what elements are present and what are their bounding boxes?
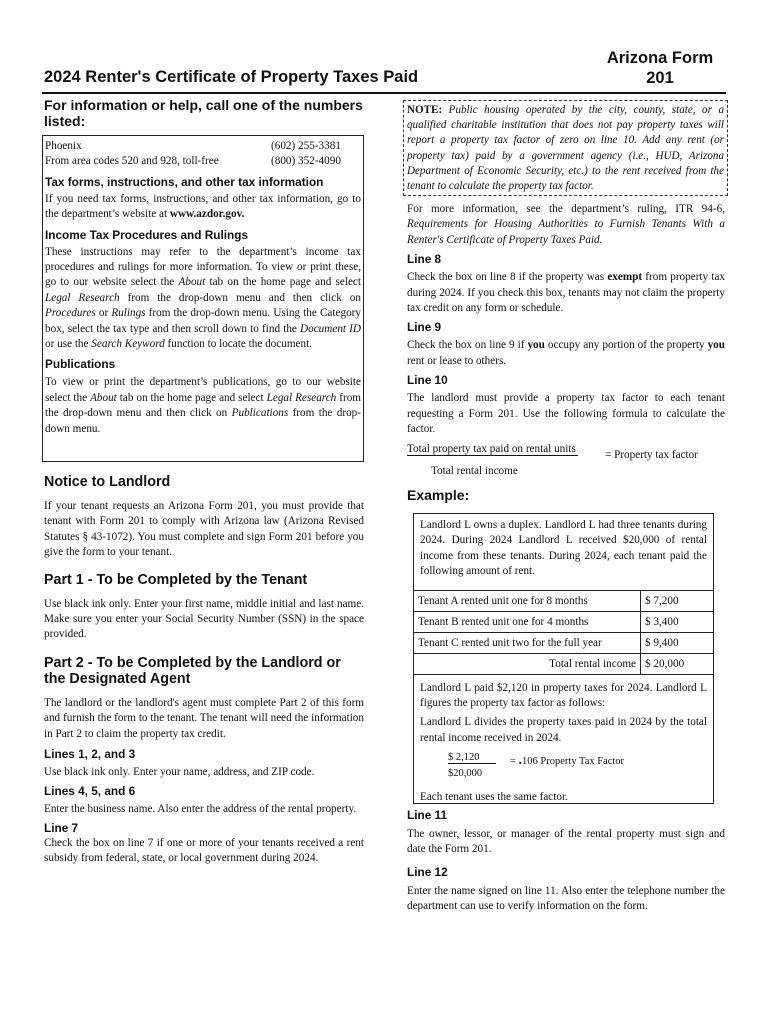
info-box <box>42 135 364 462</box>
table-row <box>414 590 713 611</box>
procedures-text: These instructions may refer to the department’s income tax procedures and rulings for more information. To view or print these, go to our website select the About tab on the home page and select Legal Research from the drop-down menu and then click on Procedures or Rulings from the drop-down menu. Using the Category box, select the tax type and then scroll down to find the Document ID or use the Search Keyword function to locate the document. <box>45 245 361 351</box>
row-amount: $ 3,400 <box>641 611 714 632</box>
notice-heading: Notice to Landlord <box>44 474 171 490</box>
line10-text: The landlord must provide a property tax factor to each tenant requesting a Form 201. Use the following formula to calculate the factor. <box>407 392 725 436</box>
form-id: 201 <box>646 69 674 87</box>
table-row <box>414 632 713 653</box>
line9-heading: Line 9 <box>407 320 442 335</box>
header-rule <box>42 92 726 94</box>
line11-text: The owner, lessor, or manager of the rental property must sign and date the Form 201. <box>407 828 725 856</box>
line11-heading: Line 11 <box>407 808 447 822</box>
example-heading: Example: <box>407 487 470 504</box>
line8-text: Check the box on line 8 if the property was exempt from property tax during 2024. If you check this box, tenants may not claim the property tax credit on any form or schedule. <box>407 271 725 315</box>
note-label: NOTE: <box>407 104 443 116</box>
line8-heading: Line 8 <box>407 252 442 267</box>
total-amount: $ 20,000 <box>641 653 714 674</box>
part1-heading: Part 1 - To be Completed by the Tenant <box>44 571 308 588</box>
form-name: Arizona Form <box>606 49 714 67</box>
lines456-text: Enter the business name. Also enter the address of the rental property. <box>44 803 357 816</box>
right-lower <box>407 808 725 915</box>
contact-phone: (800) 352-4090 <box>271 155 341 168</box>
example-calc1: Landlord L paid $2,120 in property taxes for 2024. Landlord L figures the property tax factor as follows: <box>420 681 707 710</box>
publications-text: To view or print the department’s publications, go to our website select the About tab on the home page and select Legal Research from the drop-down menu and then click on Publications from the drop-down menu. <box>45 376 361 435</box>
tax-forms-text: If you need tax forms, instructions, and other tax information, go to the department’s website at www.azdor.gov. <box>45 192 361 221</box>
contact-label: From area codes 520 and 928, toll-free <box>45 155 219 168</box>
example-box <box>413 513 714 804</box>
form-number <box>600 48 720 88</box>
notice-text: If your tenant requests an Arizona Form 201, you must provide that tenant with Form 201 to comply with Arizona law (Arizona Revised Statutes § 43-1072). You must complete and sign Form 201 before you give the form to your tenant. <box>44 500 364 559</box>
page-title: 2024 Renter's Certificate of Property Taxes Paid <box>44 68 419 86</box>
contact-label: Phoenix <box>45 140 82 152</box>
contact-row <box>45 154 361 169</box>
website-link[interactable]: www.azdor.gov. <box>169 208 245 221</box>
contact-phone: (602) 255-3381 <box>271 140 341 152</box>
row-label: Tenant C rented unit two for the full year <box>414 632 641 653</box>
note-text: NOTE: Public housing operated by the city, county, state, or a qualified charitable institution that does not pay property taxes will report a property tax factor of zero on line 10. Add any rent (or property tax) paid by a government agency (i.e., HUD, Arizona Department of Economic Security, etc.) to the rent received from the tenant to calculate the property tax factor. <box>407 104 724 193</box>
example-calc2: Landlord L divides the property taxes paid in 2024 by the total rental income received in 2024. <box>420 716 707 744</box>
line10-heading: Line 10 <box>407 373 448 388</box>
ruling-text: For more information, see the department’s ruling, ITR 94-6, Requirements for Housing Authorities to Furnish Tenants With a Renter's Certificate of Property Taxes Paid. <box>407 203 725 246</box>
row-amount: $ 7,200 <box>641 590 714 611</box>
publications-heading: Publications <box>45 357 116 372</box>
part1-text: Use black ink only. Enter your first name, middle initial and last name. Make sure you enter your Social Security Number (SSN) in the space provided. <box>44 597 364 641</box>
formula-numerator: Total property tax paid on rental units <box>407 443 576 456</box>
formula-denominator: Total rental income <box>431 465 518 478</box>
example-fraction <box>414 752 713 786</box>
contact-list <box>45 139 361 170</box>
left-lower <box>44 474 364 867</box>
lines456-heading: Lines 4, 5, and 6 <box>44 784 136 799</box>
left-column <box>44 97 364 129</box>
tax-forms-heading: Tax forms, instructions, and other tax information <box>45 174 324 189</box>
contact-row <box>45 139 361 154</box>
row-label: Tenant B rented unit one for 4 months <box>414 611 641 632</box>
formula <box>407 443 725 481</box>
line9-text: Check the box on line 9 if you occupy any portion of the property you rent or lease to others. <box>407 339 725 367</box>
formula-result: = Property tax factor <box>605 449 698 462</box>
total-label: Total rental income <box>414 653 641 674</box>
fraction-result: = .106 Property Tax Factor <box>510 753 625 769</box>
row-label: Tenant A rented unit one for 8 months <box>414 590 641 611</box>
part2-text: The landlord or the landlord's agent must complete Part 2 of this form and furnish the form to the tenant. The tenant will need the information in Part 2 to claim the property tax credit. <box>44 696 364 740</box>
fraction-denominator: $20,000 <box>448 768 483 780</box>
example-intro: Landlord L owns a duplex. Landlord L had three tenants during 2024. During 2024 Landlord L received $20,000 of rental income from these tenants. During 2024, each tenant paid the following amount of rent. <box>420 519 707 578</box>
line7-text: Check the box on line 7 if one or more of your tenants received a rent subsidy from federal, state, or local government during 2024. <box>44 836 364 865</box>
table-row-total <box>414 653 713 674</box>
lines123-text: Use black ink only. Enter your name, address, and ZIP code. <box>44 766 315 779</box>
lines123-heading: Lines 1, 2, and 3 <box>44 747 136 762</box>
table-row <box>414 611 713 632</box>
right-column <box>407 202 725 503</box>
info-heading: For information or help, call one of the numbers listed: <box>44 97 363 129</box>
note-box <box>403 100 728 196</box>
procedures-heading: Income Tax Procedures and Rulings <box>45 227 249 242</box>
example-each: Each tenant uses the same factor. <box>420 791 568 804</box>
line12-heading: Line 12 <box>407 864 448 879</box>
line12-text: Enter the name signed on line 11. Also enter the telephone number the department can use to verify information on the form. <box>407 884 725 913</box>
part2-heading: Part 2 - To be Completed by the Landlord or the Designated Agent <box>44 654 341 687</box>
row-amount: $ 9,400 <box>641 632 714 653</box>
example-table <box>414 590 713 675</box>
line7-heading: Line 7 <box>44 820 79 835</box>
fraction-numerator: $ 2,120 <box>448 752 496 764</box>
